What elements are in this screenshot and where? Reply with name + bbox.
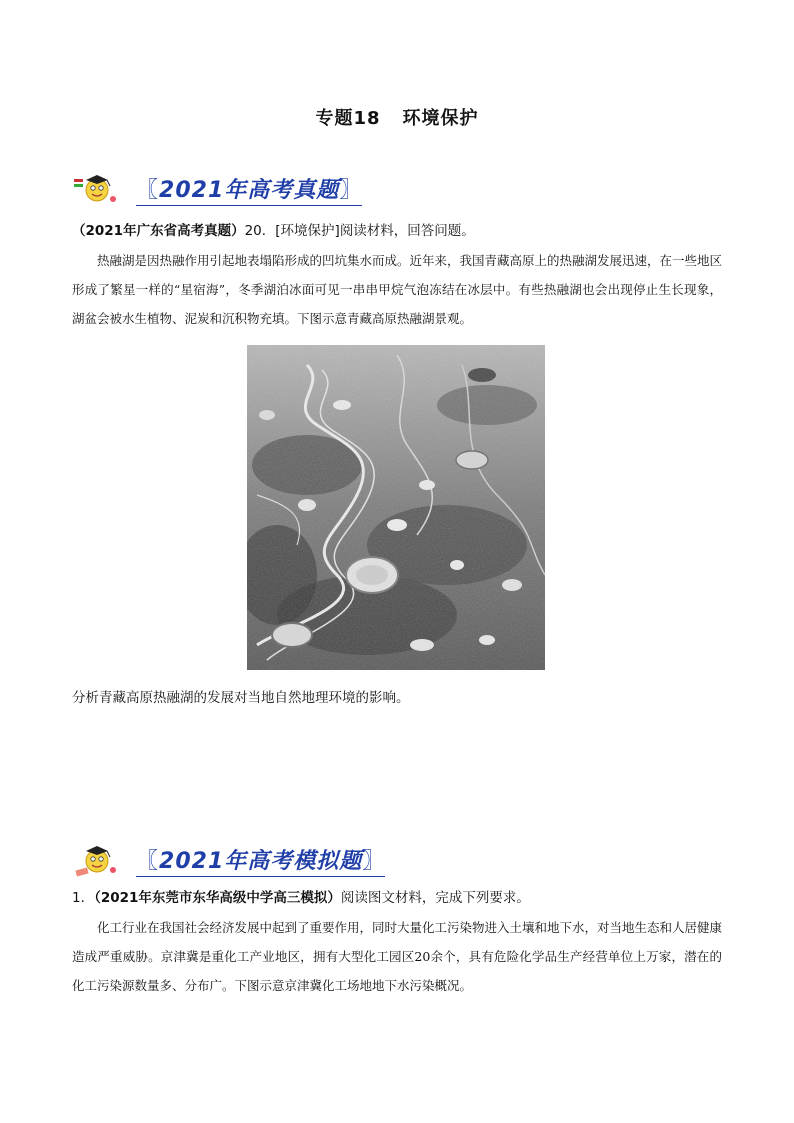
- material-paragraph: 热融湖是因热融作用引起地表塌陷形成的凹坑集水而成。近年来，我国青藏高原上的热融湖发展迅速，在一些地区形成了繁星一样的“星宿海”，冬季湖泊冰面可见一串串甲烷气泡冻结在冰层中。有些热融湖也会出现停止生长现象，湖盆会被水生植物、泥炭和沉积物充填。下图示意青藏高原热融湖景观。: [72, 253, 723, 326]
- section-header-real-exam: [72, 172, 362, 206]
- mascot-logo-icon: [72, 843, 122, 877]
- section-title: 〖2021年高考真题〗: [136, 173, 362, 206]
- question-header: （2021年广东省高考真题）20．[环境保护]阅读材料，回答问题。: [72, 223, 475, 239]
- thermokarst-lake-photo: [247, 345, 545, 670]
- page-title: 专题18 环境保护: [315, 108, 479, 129]
- material-paragraph: 化工行业在我国社会经济发展中起到了重要作用，同时大量化工污染物进入土壤和地下水，对当地生态和人居健康造成严重威胁。京津冀是重化工产业地区，拥有大型化工园区20余个，具有危险化学品生产经营单位上万家，潜在的化工污染源数量多、分布广。下图示意京津冀化工场地地下水污染概况。: [72, 920, 723, 993]
- question-header: 1．（2021年东莞市东华高级中学高三模拟）阅读图文材料，完成下列要求。: [72, 890, 530, 906]
- section-title: 〖2021年高考模拟题〗: [136, 844, 385, 877]
- question-text: 分析青藏高原热融湖的发展对当地自然地理环境的影响。: [72, 690, 410, 706]
- mascot-logo-icon: [72, 172, 122, 206]
- section-header-mock-exam: [72, 843, 385, 877]
